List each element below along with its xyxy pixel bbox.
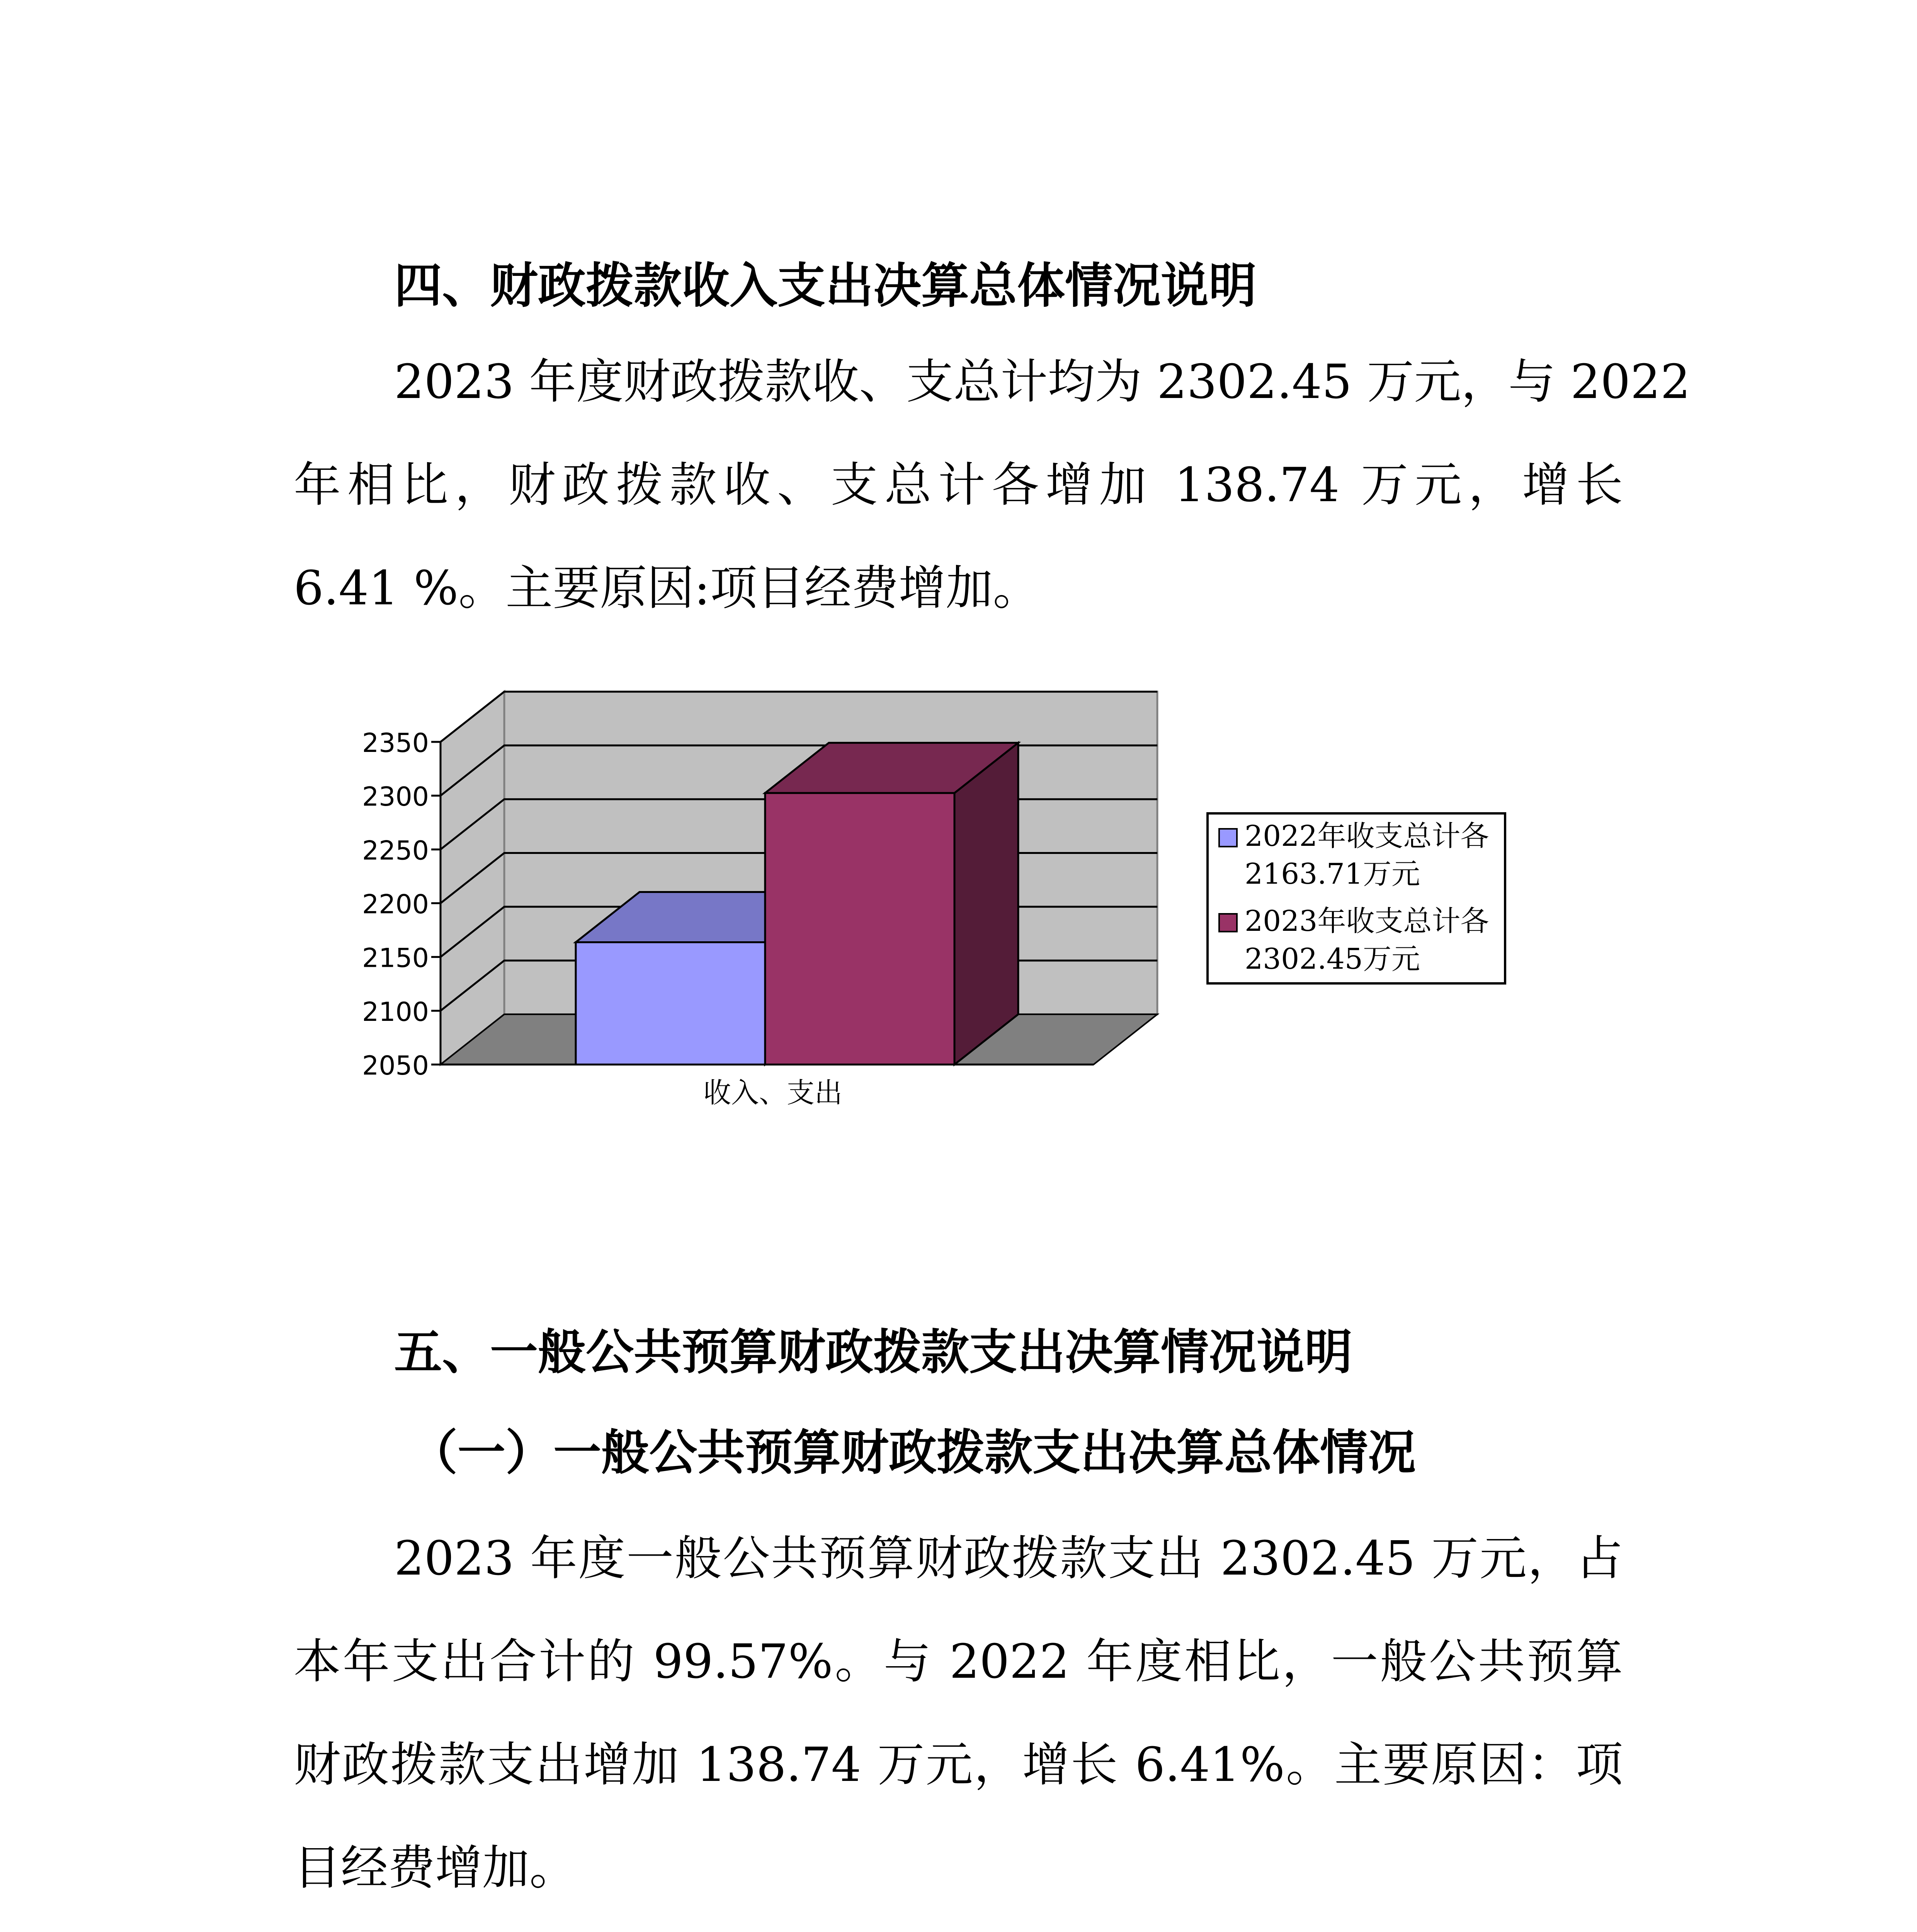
y-tick-label: 2100 [362, 997, 429, 1027]
legend-label: 2302.45万元 [1245, 942, 1420, 976]
section5-subheading: （一）一般公共预算财政拨款支出决算总体情况 [410, 1425, 1416, 1481]
chart-appropriation-expenditure [425, 1920, 1584, 1932]
paragraph-line: 年相比，财政拨款收、支总计各增加 138.74 万元，增长 [294, 457, 1623, 512]
section4-heading: 四、财政拨款收入支出决算总体情况说明 [394, 258, 1257, 314]
bar-side [954, 743, 1018, 1065]
bar-2023 [765, 793, 954, 1065]
legend-swatch [1219, 829, 1237, 847]
chart-income-expenditure [348, 665, 1584, 1140]
section5-heading: 五、一般公共预算财政拨款支出决算情况说明 [394, 1325, 1353, 1380]
y-tick-label: 2250 [362, 835, 429, 866]
paragraph-line: 本年支出合计的 99.57%。与 2022 年度相比，一般公共预算 [294, 1634, 1623, 1689]
bar-2022 [576, 942, 765, 1065]
paragraph-line: 6.41 %。主要原因:项目经费增加。 [294, 561, 1040, 616]
y-tick-label: 2150 [362, 943, 429, 974]
x-axis-label: 收入、支出 [703, 1077, 843, 1109]
y-tick-label: 2300 [362, 782, 429, 813]
paragraph-line: 2023 年度一般公共预算财政拨款支出 2302.45 万元，占 [394, 1531, 1623, 1586]
paragraph-line: 目经费增加。 [294, 1840, 577, 1895]
y-tick-label: 2200 [362, 889, 429, 920]
paragraph-line: 财政拨款支出增加 138.74 万元，增长 6.41%。主要原因：项 [294, 1737, 1623, 1792]
section5-paragraph [294, 1507, 1623, 1920]
section4-paragraph [294, 330, 1691, 640]
legend-label: 2023年收支总计各 [1245, 905, 1489, 938]
legend-swatch [1219, 914, 1237, 932]
y-tick-label: 2350 [362, 728, 429, 759]
legend-label: 2022年收支总计各 [1245, 820, 1489, 853]
paragraph-line: 2023 年度财政拨款收、支总计均为 2302.45 万元，与 2022 [394, 354, 1691, 409]
y-tick-label: 2050 [362, 1051, 429, 1081]
legend-label: 2163.71万元 [1245, 857, 1420, 891]
